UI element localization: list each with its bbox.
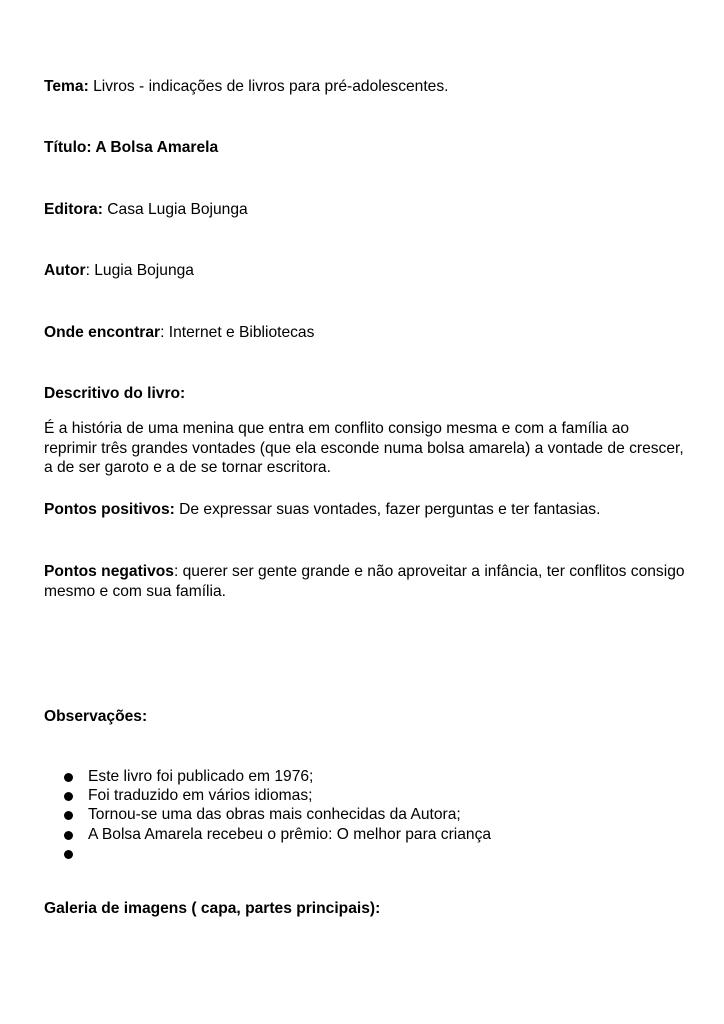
list-item [0,786,491,805]
bullet-icon [64,792,73,801]
negativos-value: : querer ser gente grande e não aproveitar a infância, ter conflitos consigo mesmo e com sua família. [44,563,685,600]
tema-line [44,77,448,96]
editora-label: Editora: [44,201,103,218]
onde-line [44,323,314,342]
list-item [0,825,491,844]
onde-value: : Internet e Bibliotecas [160,324,315,341]
negativos-label: Pontos negativos [44,563,174,580]
positivos-label: Pontos positivos: [44,501,175,518]
list-item-text: A Bolsa Amarela recebeu o prêmio: O melhor para criança [88,825,492,843]
editora-line [44,200,248,219]
positivos-line [44,500,600,519]
galeria-heading [44,899,380,918]
list-item [0,805,491,824]
tema-value: Livros - indicações de livros para pré-adolescentes. [88,78,449,95]
editora-value: Casa Lugia Bojunga [102,201,248,218]
bullet-icon [64,850,73,859]
negativos-paragraph [44,562,694,601]
positivos-value: De expressar suas vontades, fazer perguntas e ter fantasias. [174,501,601,518]
tema-label: Tema: [44,78,89,95]
descritivo-label: Descritivo do livro: [44,385,186,402]
descritivo-text: É a história de uma menina que entra em conflito consigo mesma e com a família ao reprimir três grandes vontades (que ela esconde numa bolsa amarela) a vontade de crescer, a de ser garoto e a de se tornar escritora. [44,420,684,476]
galeria-label: Galeria de imagens ( capa, partes principais): [44,900,381,917]
list-item [0,767,491,786]
autor-label: Autor [44,262,86,279]
observacoes-label: Observações: [44,708,148,725]
bullet-icon [64,773,73,782]
list-item-text: Este livro foi publicado em 1976; [88,768,314,785]
descritivo-heading [44,384,185,403]
onde-label: Onde encontrar [44,324,161,341]
observacoes-heading [44,707,147,726]
titulo-line [44,138,218,157]
autor-line [44,261,194,280]
bullet-icon [64,831,73,840]
bullet-icon [64,811,73,820]
list-item-text: Tornou-se uma das obras mais conhecidas da Autora; [88,806,461,824]
autor-value: : Lugia Bojunga [85,262,194,279]
titulo-label: Título: A Bolsa Amarela [44,139,219,156]
observacoes-list [0,767,491,863]
list-item-text: Foi traduzido em vários idiomas; [88,787,313,805]
list-item [0,844,491,863]
